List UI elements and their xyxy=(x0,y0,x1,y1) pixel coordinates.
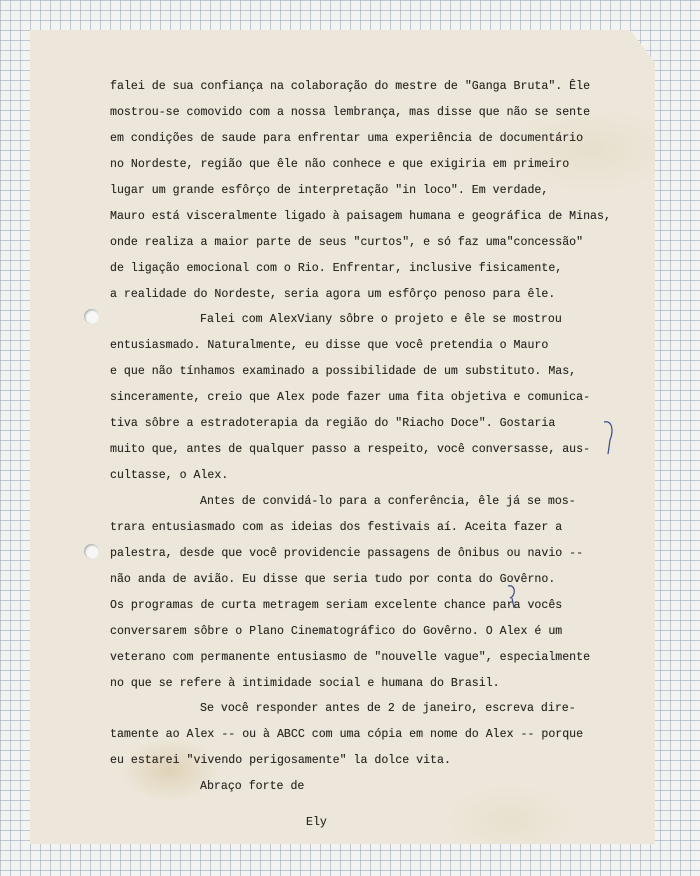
punch-hole-bottom xyxy=(84,544,99,559)
letter-line-15: muito que, antes de qualquer passo a respeito, você conversasse, aus- xyxy=(110,443,591,456)
letter-line-20: não anda de avião. Eu disse que seria tudo por conta do Govêrno. xyxy=(110,573,556,586)
letter-line-9: a realidade do Nordeste, seria agora um esfôrço penoso para êle. xyxy=(110,288,556,301)
letter-line-18: trara entusiasmado com as ideias dos festivais aí. Aceita fazer a xyxy=(110,521,563,534)
letter-line-17: Antes de convidá-lo para a conferência, êle já se mos- xyxy=(200,495,576,508)
letter-line-27: eu estarei "vivendo perigosamente" la dolce vita. xyxy=(110,754,451,767)
letter-line-2: mostrou-se comovido com a nossa lembrança, mas disse que não se sente xyxy=(110,106,591,119)
punch-hole-top xyxy=(84,309,99,324)
letter-line-6: Mauro está visceralmente ligado à paisagem humana e geográfica de Minas, xyxy=(110,210,611,223)
letter-line-5: lugar um grande esfôrço de interpretação "in loco". Em verdade, xyxy=(110,184,549,197)
ink-correction-mark-2 xyxy=(502,582,522,612)
letter-line-14: tiva sôbre a estradoterapia da região do "Riacho Doce". Gostaria xyxy=(110,417,556,430)
letter-line-1: falei de sua confiança na colaboração do mestre de "Ganga Bruta". Êle xyxy=(110,80,591,93)
letter-page xyxy=(30,30,655,844)
letter-line-25: Se você responder antes de 2 de janeiro, escreva dire- xyxy=(200,702,576,715)
letter-line-4: no Nordeste, região que êle não conhece e que exigiria em primeiro xyxy=(110,158,570,171)
letter-line-24: no que se refere à intimidade social e humana do Brasil. xyxy=(110,677,500,690)
letter-line-21: Os programas de curta metragem seriam excelente chance para vocês xyxy=(110,599,563,612)
letter-line-10: Falei com AlexViany sôbre o projeto e êle se mostrou xyxy=(200,313,562,326)
letter-line-16: cultasse, o Alex. xyxy=(110,469,229,482)
letter-line-19: palestra, desde que você providencie passagens de ônibus ou navio -- xyxy=(110,547,584,560)
letter-line-3: em condições de saude para enfrentar uma experiência de documentário xyxy=(110,132,584,145)
letter-line-22: conversarem sôbre o Plano Cinematográfico do Govêrno. O Alex é um xyxy=(110,625,563,638)
letter-line-28: Abraço forte de xyxy=(200,780,305,793)
letter-line-26: tamente ao Alex -- ou à ABCC com uma cópia em nome do Alex -- porque xyxy=(110,728,584,741)
ink-correction-mark xyxy=(600,418,620,458)
letter-line-7: onde realiza a maior parte de seus "curtos", e só faz uma"concessão" xyxy=(110,236,584,249)
letter-line-12: e que não tínhamos examinado a possibilidade de um substituto. Mas, xyxy=(110,365,577,378)
letter-signature: Ely xyxy=(306,816,327,829)
letter-line-11: entusiasmado. Naturalmente, eu disse que você pretendia o Mauro xyxy=(110,339,549,352)
letter-line-8: de ligação emocional com o Rio. Enfrentar, inclusive fisicamente, xyxy=(110,262,563,275)
letter-line-13: sinceramente, creio que Alex pode fazer uma fita objetiva e comunica- xyxy=(110,391,591,404)
letter-line-23: veterano com permanente entusiasmo de "nouvelle vague", especialmente xyxy=(110,651,591,664)
